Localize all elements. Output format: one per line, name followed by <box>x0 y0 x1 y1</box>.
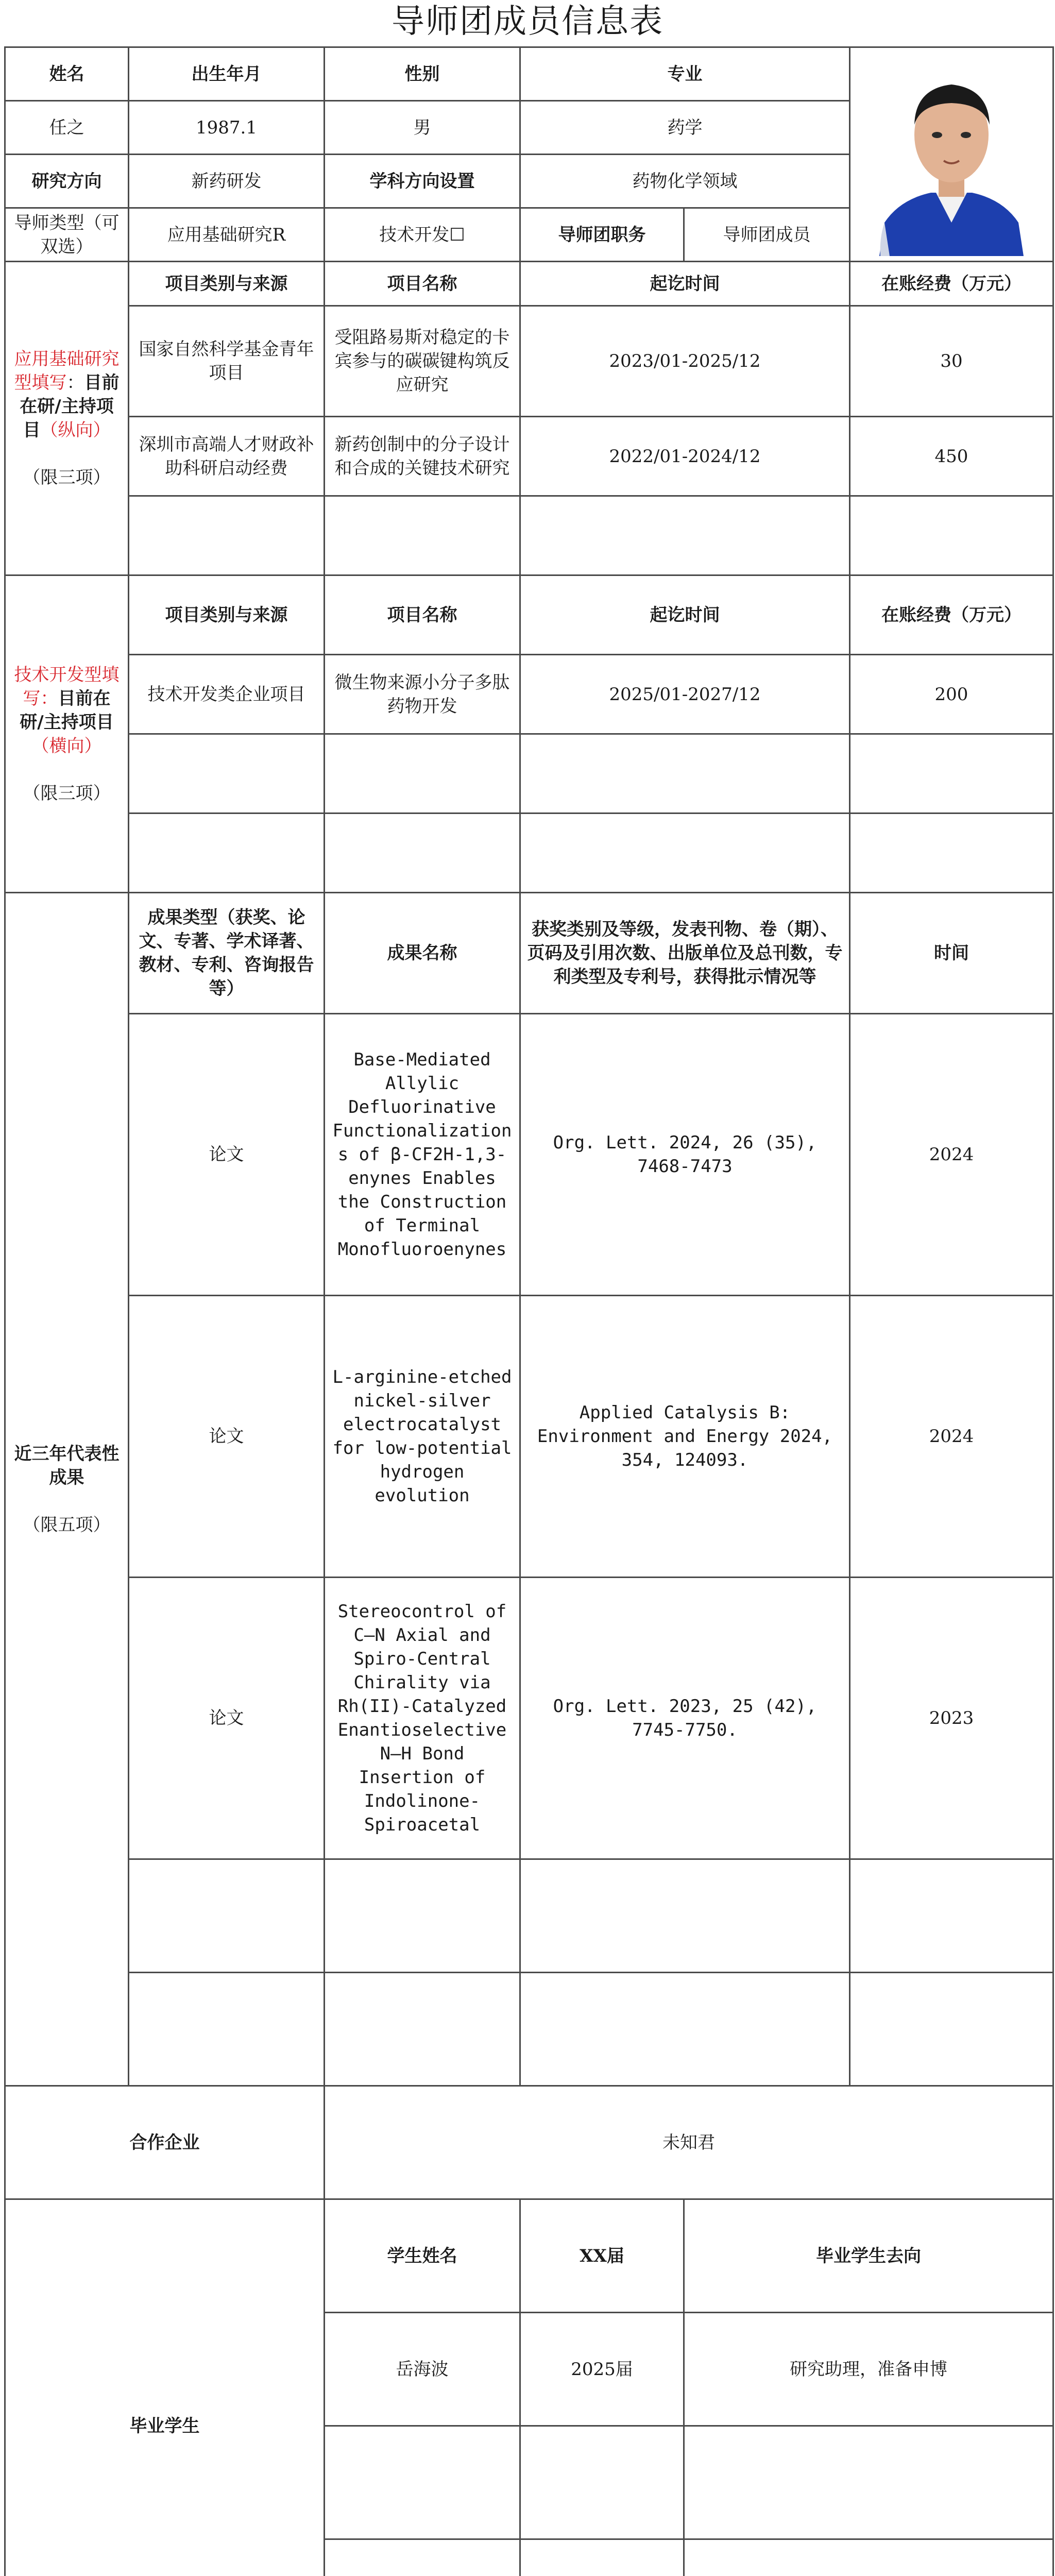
achievement-type: 论文 <box>129 1014 325 1296</box>
subject-value: 药物化学领域 <box>520 155 850 208</box>
applied-col-funds: 在账经费（万元） <box>850 262 1053 306</box>
achievement-detail: Org. Lett. 2023, 25 (42), 7745-7750. <box>520 1578 850 1859</box>
achievement-name: Stereocontrol of C–N Axial and Spiro-Central Chirality via Rh(II)-Catalyzed Enantioselective N–H Bond Insertion of Indolinone-Spiroacetal <box>325 1578 520 1859</box>
tech-header-row <box>5 575 1053 655</box>
applied-source: 国家自然科学基金青年项目 <box>129 306 325 417</box>
achievement-row <box>5 1578 1053 1859</box>
research-header: 研究方向 <box>5 155 129 208</box>
achievements-side-limit: （限五项） <box>23 1514 111 1535</box>
photo-cell <box>850 47 1053 262</box>
achievement-detail: Org. Lett. 2024, 26 (35), 7468-7473 <box>520 1014 850 1296</box>
name-value: 任之 <box>5 101 129 155</box>
tech-empty-row <box>5 814 1053 893</box>
achievement-time: 2024 <box>850 1014 1053 1296</box>
birth-value: 1987.1 <box>129 101 325 155</box>
applied-period: 2023/01-2025/12 <box>520 306 850 417</box>
achievement-type: 论文 <box>129 1578 325 1859</box>
achievements-header-row <box>5 893 1053 1014</box>
mentor-type-header: 导师类型（可双选） <box>5 208 129 262</box>
tech-side-limit: （限三项） <box>23 783 111 804</box>
achievements-side-title: 近三年代表性成果 <box>14 1443 120 1488</box>
birth-header: 出生年月 <box>129 47 325 101</box>
applied-side-black: 目前在研/主持项目 <box>20 372 120 440</box>
achievement-time: 2023 <box>850 1578 1053 1859</box>
achievement-detail: Applied Catalysis B: Environment and Energy 2024, 354, 124093. <box>520 1296 850 1578</box>
graduates-col-destination: 毕业学生去向 <box>684 2199 1053 2313</box>
role-header: 导师团职务 <box>520 208 684 262</box>
achievement-name: L-arginine-etched nickel-silver electrocatalyst for low-potential hydrogen evolution <box>325 1296 520 1578</box>
achievements-col-time: 时间 <box>850 893 1053 1014</box>
basic-header-row <box>5 47 1053 101</box>
add-row-hint-cell[interactable] <box>325 2539 520 2576</box>
tech-row <box>5 655 1053 734</box>
tech-funds: 200 <box>850 655 1053 734</box>
tech-side-red: 技术开发型填写 <box>14 664 120 709</box>
graduate-destination: 研究助理，准备申博 <box>684 2313 1053 2426</box>
applied-funds: 450 <box>850 417 1053 496</box>
graduates-header-row <box>5 2199 1053 2313</box>
graduates-label: 毕业学生 <box>5 2199 325 2576</box>
tech-col-source: 项目类别与来源 <box>129 575 325 655</box>
mentor-type-b[interactable]: 技术开发☐ <box>325 208 520 262</box>
applied-side-label: 应用基础研究型填写：目前在研/主持项目（纵向） （限三项） <box>5 262 129 575</box>
partner-value: 未知君 <box>325 2086 1053 2199</box>
achievement-type: 论文 <box>129 1296 325 1578</box>
graduate-year: 2025届 <box>520 2313 684 2426</box>
applied-period: 2022/01-2024/12 <box>520 417 850 496</box>
achievement-empty-row <box>5 1859 1053 1973</box>
applied-empty-row <box>5 496 1053 575</box>
applied-row <box>5 417 1053 496</box>
achievement-empty-row <box>5 1973 1053 2086</box>
role-value: 导师团成员 <box>684 208 850 262</box>
tech-col-name: 项目名称 <box>325 575 520 655</box>
subject-header: 学科方向设置 <box>325 155 520 208</box>
achievement-name: Base-Mediated Allylic Defluorinative Functionalizations of β-CF2H-1,3-enynes Enables the Construction of Terminal Monofluoroenynes <box>325 1014 520 1296</box>
tech-side-label: 技术开发型填写：目前在研/主持项目（横向） （限三项） <box>5 575 129 893</box>
achievement-row <box>5 1296 1053 1578</box>
major-value: 药学 <box>520 101 850 155</box>
achievements-side-label <box>5 893 129 2086</box>
applied-col-name: 项目名称 <box>325 262 520 306</box>
gender-value: 男 <box>325 101 520 155</box>
achievement-time: 2024 <box>850 1296 1053 1578</box>
applied-col-source: 项目类别与来源 <box>129 262 325 306</box>
applied-side-red: 应用基础研究型填写 <box>14 349 120 393</box>
applied-funds: 30 <box>850 306 1053 417</box>
applied-row <box>5 306 1053 417</box>
applied-source: 深圳市高端人才财政补助科研启动经费 <box>129 417 325 496</box>
achievements-col-detail: 获奖类别及等级，发表刊物、卷（期）、页码及引用次数、出版单位及总刊数，专利类型及专利号，获得批示情况等 <box>520 893 850 1014</box>
major-header: 专业 <box>520 47 850 101</box>
info-form-table <box>4 46 1054 2576</box>
tech-empty-row <box>5 734 1053 814</box>
applied-col-period: 起讫时间 <box>520 262 850 306</box>
graduates-col-name: 学生姓名 <box>325 2199 520 2313</box>
graduate-name: 岳海波 <box>325 2313 520 2426</box>
name-header: 姓名 <box>5 47 129 101</box>
applied-side-limit: （限三项） <box>23 467 111 488</box>
partner-label: 合作企业 <box>5 2086 325 2199</box>
graduates-col-year: XX届 <box>520 2199 684 2313</box>
achievements-col-name: 成果名称 <box>325 893 520 1014</box>
gender-header: 性别 <box>325 47 520 101</box>
tech-side-direction: （横向） <box>31 735 102 756</box>
achievement-row <box>5 1014 1053 1296</box>
applied-project-name: 受阻路易斯对稳定的卡宾参与的碳碳键构筑反应研究 <box>325 306 520 417</box>
applied-header-row <box>5 262 1053 306</box>
partner-row <box>5 2086 1053 2199</box>
applied-side-direction: （纵向） <box>40 420 111 440</box>
tech-side-black: 目前在研/主持项目 <box>20 688 114 733</box>
applied-project-name: 新药创制中的分子设计和合成的关键技术研究 <box>325 417 520 496</box>
tech-project-name: 微生物来源小分子多肽药物开发 <box>325 655 520 734</box>
page-title: 导师团成员信息表 <box>392 3 663 41</box>
tech-col-funds: 在账经费（万元） <box>850 575 1053 655</box>
tech-source: 技术开发类企业项目 <box>129 655 325 734</box>
research-value: 新药研发 <box>129 155 325 208</box>
tech-period: 2025/01-2027/12 <box>520 655 850 734</box>
portrait-photo <box>869 53 1034 256</box>
mentor-type-a: 应用基础研究R <box>129 208 325 262</box>
achievements-col-type: 成果类型（获奖、论文、专著、学术译著、教材、专利、咨询报告等） <box>129 893 325 1014</box>
tech-col-period: 起讫时间 <box>520 575 850 655</box>
